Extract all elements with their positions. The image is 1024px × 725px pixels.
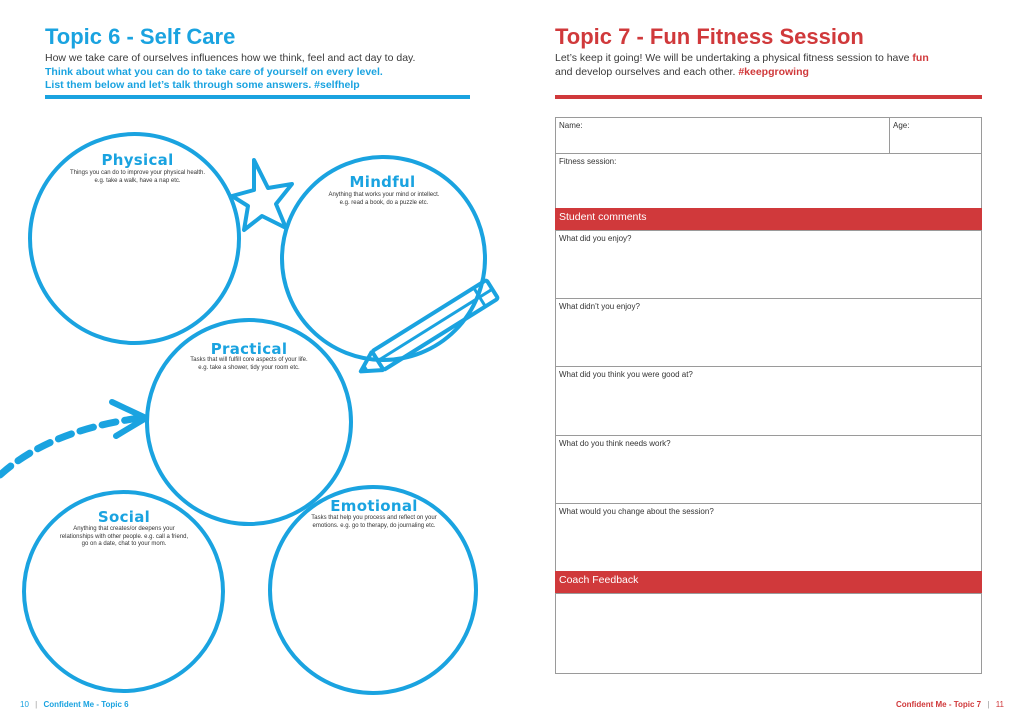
name-field[interactable] <box>555 117 890 154</box>
practical-description <box>168 357 330 372</box>
mindful-desc-line1: Anything that works your mind or intellect. <box>328 192 440 198</box>
social-desc-line1: Anything that creates/or deepens your <box>73 526 175 532</box>
mindful-title: Mindful <box>349 173 416 191</box>
question-enjoy-label: What did you enjoy? <box>559 234 632 243</box>
fitness-session-label: Fitness session: <box>559 157 617 166</box>
left-intro-line3: List them below and let’s talk through some answers. #selfhelp <box>45 79 360 91</box>
right-intro-fun: fun <box>912 52 929 64</box>
right-intro-line1 <box>555 52 985 66</box>
question-not-enjoy-label: What didn’t you enjoy? <box>559 302 640 311</box>
right-footer-label: Confident Me - Topic 7 <box>895 700 982 709</box>
physical-desc-line1: Things you can do to improve your physical health. <box>69 170 206 176</box>
left-footer-label: Confident Me - Topic 6 <box>43 700 129 709</box>
right-page-number: 11 <box>995 700 1004 709</box>
name-label: Name: <box>559 121 583 130</box>
practical-desc-line2: e.g. take a shower, tidy your room etc. <box>198 364 300 371</box>
practical-desc-line1: Tasks that will fulfill core aspects of your life. <box>190 357 308 363</box>
age-label: Age: <box>893 121 910 130</box>
right-footer-separator: | <box>987 700 990 709</box>
fitness-session-field[interactable] <box>555 153 982 209</box>
practical-title: Practical <box>210 340 288 358</box>
question-good-at-label: What did you think you were good at? <box>559 370 693 379</box>
left-page-title: Topic 6 - Self Care <box>45 24 236 49</box>
right-intro-line2 <box>555 66 985 80</box>
question-change-field[interactable] <box>555 503 982 572</box>
right-intro-hashtag: #keepgrowing <box>738 65 809 78</box>
left-intro-line1: How we take care of ourselves influences how we think, feel and act day to day. <box>45 52 416 64</box>
left-page-number: 10 <box>20 700 29 709</box>
emotional-title: Emotional <box>330 497 418 515</box>
emotional-desc-line2: emotions. e.g. go to therapy, do journaling etc. <box>312 522 436 529</box>
dashed-arrow-icon <box>0 402 146 475</box>
physical-title: Physical <box>101 151 174 169</box>
right-divider <box>555 95 982 99</box>
left-footer-separator: | <box>35 700 38 709</box>
social-desc-line2: relationships with other people. e.g. call a friend, <box>59 533 189 540</box>
student-comments-header: Student comments <box>555 208 982 230</box>
left-footer <box>20 700 129 709</box>
question-change-label: What would you change about the session? <box>559 507 714 516</box>
right-intro-text2: and develop ourselves and each other. <box>555 65 739 78</box>
social-title: Social <box>97 508 151 526</box>
right-page-title: Topic 7 - Fun Fitness Session <box>555 24 864 49</box>
coach-feedback-header: Coach Feedback <box>555 571 982 593</box>
mindful-description <box>305 192 463 207</box>
mindful-desc-line2: e.g. read a book, do a puzzle etc. <box>339 199 429 206</box>
emotional-description <box>295 515 453 530</box>
emotional-desc-line1: Tasks that help you process and reflect on your <box>311 515 437 521</box>
left-divider <box>45 95 470 99</box>
right-footer <box>896 700 1004 709</box>
age-field[interactable] <box>889 117 982 154</box>
question-not-enjoy-field[interactable] <box>555 298 982 367</box>
physical-desc-line2: e.g. take a walk, have a nap etc. <box>94 177 181 184</box>
right-intro <box>555 52 985 79</box>
physical-description <box>55 170 220 185</box>
social-desc-line3: go on a date, chat to your mom. <box>81 541 167 547</box>
left-intro-line2: Think about what you can do to take care of yourself on every level. <box>45 65 383 78</box>
question-needs-work-label: What do you think needs work? <box>559 439 671 448</box>
right-intro-text: Let’s keep it going! We will be undertaking a physical fitness session to have <box>555 52 913 64</box>
question-enjoy-field[interactable] <box>555 230 982 299</box>
social-description <box>40 526 208 549</box>
question-needs-work-field[interactable] <box>555 435 982 504</box>
coach-feedback-field[interactable] <box>555 593 982 674</box>
question-good-at-field[interactable] <box>555 366 982 436</box>
left-intro <box>45 52 475 93</box>
star-icon <box>232 160 292 230</box>
